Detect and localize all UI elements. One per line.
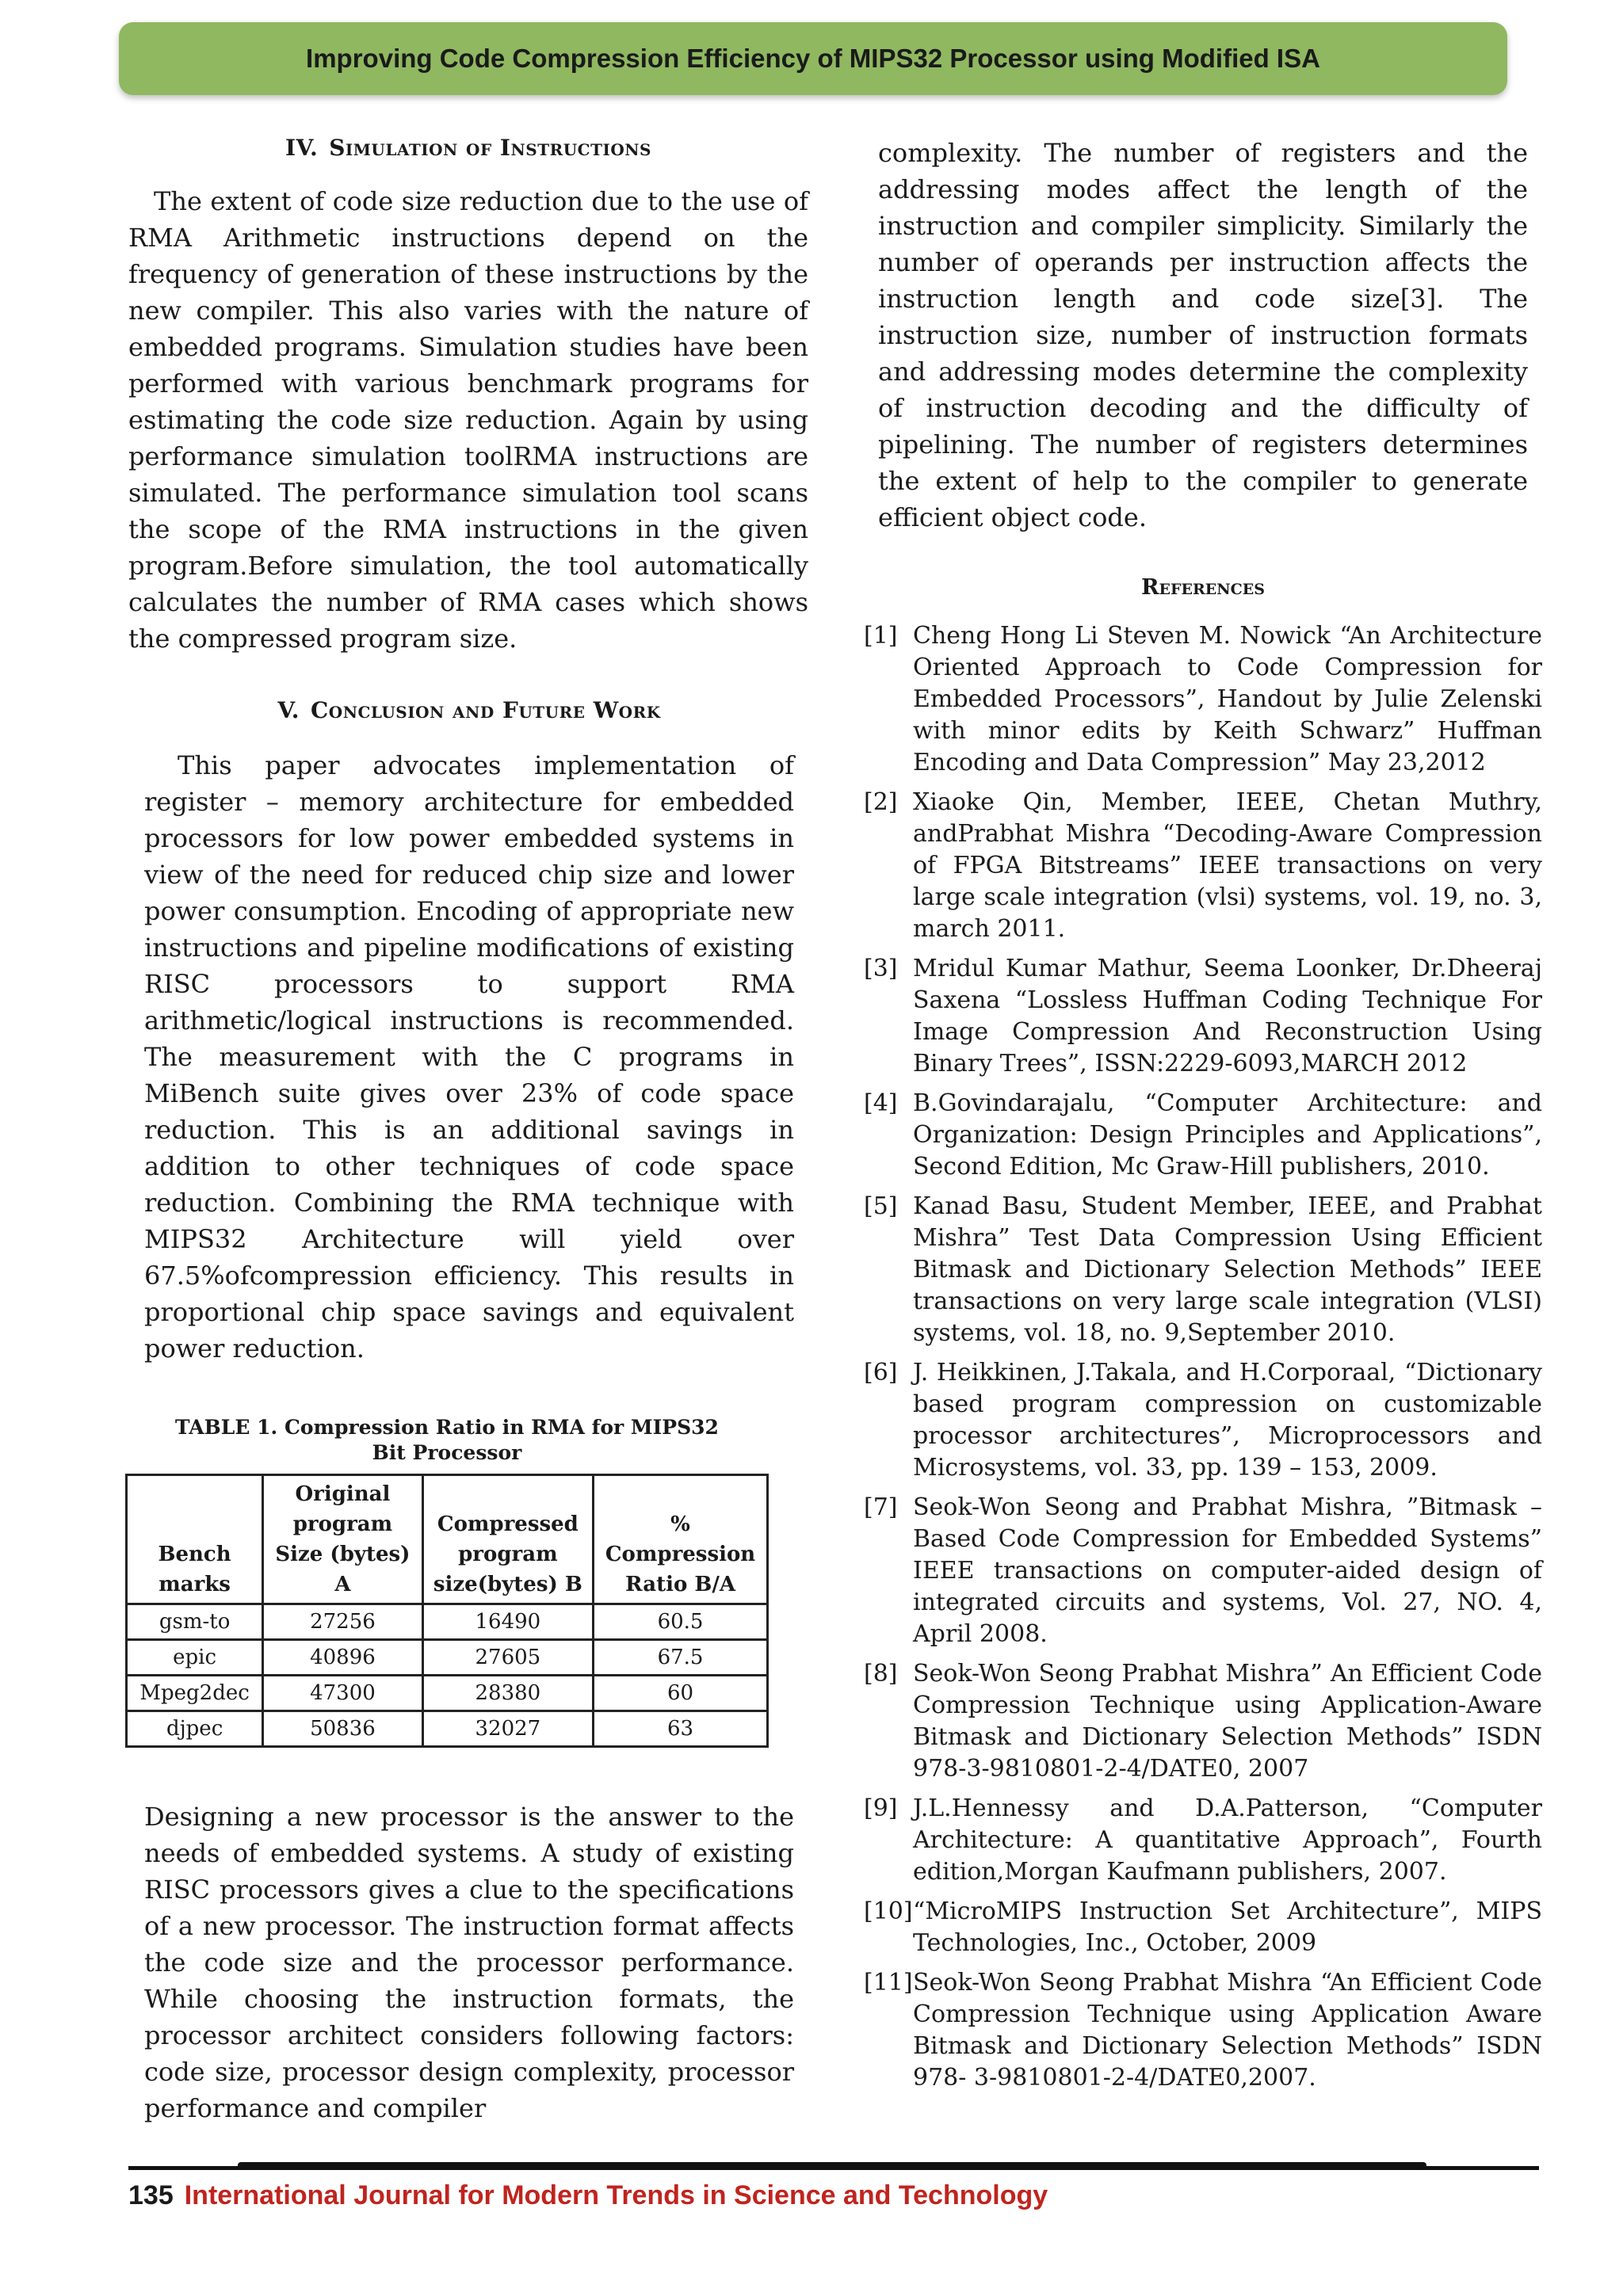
reference-item (864, 1088, 1542, 1183)
reference-number: [1] (864, 622, 898, 650)
table-row (127, 1604, 768, 1640)
reference-text: Kanad Basu, Student Member, IEEE, and Prabhat Mishra” Test Data Compression Using Efficient Bitmask and Dictionary Selection Methods” IEEE transactions on very large scale integration (VLSI) systems, vol. 18, no. 9,September 2010. (913, 1192, 1542, 1347)
table-row (127, 1711, 768, 1747)
section-title: Conclusion and Future Work (310, 697, 661, 723)
reference-text: Xiaoke Qin, Member, IEEE, Chetan Muthry, andPrabhat Mishra “Decoding-Aware Compression of FPGA Bitstreams” IEEE transactions on very large scale integration (vlsi) systems, vol. 19, no. 3, march 2011. (913, 788, 1542, 943)
header-original-size: Original program Size (bytes) A (263, 1475, 422, 1604)
cell-compressed: 27605 (422, 1640, 593, 1676)
table-row (127, 1676, 768, 1711)
processor-design-paragraph: Designing a new processor is the answer to the needs of embedded systems. A study of existing RISC processors gives a clue to the specifications of a new processor. The instruction format affects the code size and the processor performance. While choosing the instruction formats, the processor architect considers following factors: code size, processor design complexity, processor performance and compiler (144, 1802, 794, 2123)
footer-rule-accent (238, 2162, 1426, 2169)
reference-number: [7] (864, 1493, 898, 1521)
journal-name: International Journal for Modern Trends in Science and Technology (184, 2180, 1048, 2210)
section-number: IV. (285, 135, 319, 161)
page-number: 135 (128, 2180, 174, 2210)
cell-original: 40896 (263, 1640, 422, 1676)
reference-item (864, 1191, 1542, 1349)
reference-text: Mridul Kumar Mathur, Seema Loonker, Dr.Dheeraj Saxena “Lossless Huffman Coding Technique For Image Compression And Reconstruction Using Binary Trees”, ISSN:2229-6093,MARCH 2012 (913, 955, 1542, 1077)
section-conclusion (144, 697, 794, 1367)
header-benchmarks: Bench marks (127, 1475, 263, 1604)
section-simulation (128, 135, 808, 657)
reference-item (864, 620, 1542, 779)
cell-original: 50836 (263, 1711, 422, 1747)
reference-item (864, 787, 1542, 945)
cell-ratio: 67.5 (594, 1640, 768, 1676)
reference-item (864, 1357, 1542, 1484)
conclusion-paragraph: This paper advocates implementation of register – memory architecture for embedded processors for low power embedded systems in view of the need for reduced chip size and lower power consumption. Encoding of appropriate new instructions and pipeline modifications of existing RISC processors to support RMA arithmetic/logical instructions is recommended. The measurement with the C programs in MiBench suite gives over 23% of code space reduction. This is an additional savings in addition to other techniques of code space reduction. Combining the RMA technique with MIPS32 Architecture will yield over 67.5%ofcompression efficiency. This results in proportional chip space savings and equivalent power reduction. (144, 750, 794, 1363)
table-caption-line2: Bit Processor (372, 1441, 522, 1464)
reference-text: J. Heikkinen, J.Takala, and H.Corporaal, “Dictionary based program compression on customizable processor architectures”, Microprocessors and Microsystems, vol. 33, pp. 139 – 153, 2009. (913, 1359, 1542, 1482)
section-number: V. (277, 697, 300, 723)
section-heading-conclusion (144, 697, 794, 723)
processor-design-block (144, 1798, 794, 2126)
simulation-paragraph: The extent of code size reduction due to the use of RMA Arithmetic instructions depend on the frequency of generation of these instructions by the new compiler. This also varies with the nature of embedded programs. Simulation studies have been performed with various benchmark programs for estimating the code size reduction. Again by using performance simulation toolRMA instructions are simulated. The performance simulation tool scans the scope of the RMA instructions in the given program.Before simulation, the tool automatically calculates the number of RMA cases which shows the compressed program size. (128, 186, 808, 654)
cell-bench: Mpeg2dec (127, 1676, 263, 1711)
cell-ratio: 60.5 (594, 1604, 768, 1640)
compression-ratio-table (125, 1474, 769, 1748)
reference-text: Seok-Won Seong Prabhat Mishra” An Efficient Code Compression Technique using Application-Aware Bitmask and Dictionary Selection Methods” ISDN 978-3-9810801-2-4/DATE0, 2007 (913, 1660, 1542, 1783)
reference-number: [3] (864, 955, 898, 982)
compression-table-block (125, 1415, 769, 1748)
reference-text: J.L.Hennessy and D.A.Patterson, “Computer Architecture: A quantitative Approach”, Fourth edition,Morgan Kaufmann publishers, 2007. (913, 1794, 1542, 1886)
reference-text: B.Govindarajalu, “Computer Architecture: and Organization: Design Principles and Applications”, Second Edition, Mc Graw-Hill publishers, 2010. (913, 1089, 1542, 1180)
cell-compressed: 16490 (422, 1604, 593, 1640)
section-heading-simulation (128, 135, 808, 161)
paper-title: Improving Code Compression Efficiency of MIPS32 Processor using Modified ISA (306, 44, 1320, 73)
reference-number: [2] (864, 788, 898, 816)
cell-ratio: 60 (594, 1676, 768, 1711)
reference-number: [9] (864, 1794, 898, 1822)
reference-text: Cheng Hong Li Steven M. Nowick “An Architecture Oriented Approach to Code Compression for Embedded Processors”, Handout by Julie Zelenski with minor edits by Keith Schwarz” Huffman Encoding and Data Compression” May 23,2012 (913, 622, 1542, 776)
table-row (127, 1640, 768, 1676)
header-compressed-size: Compressed program size(bytes) B (422, 1475, 593, 1604)
references-section (864, 575, 1542, 2102)
reference-item (864, 1896, 1542, 1959)
header-compression-ratio: % Compression Ratio B/A (594, 1475, 768, 1604)
reference-number: [11] (864, 1969, 913, 1997)
cell-bench: epic (127, 1640, 263, 1676)
reference-number: [8] (864, 1660, 898, 1688)
reference-item (864, 1793, 1542, 1888)
cell-compressed: 28380 (422, 1676, 593, 1711)
reference-text: Seok-Won Seong and Prabhat Mishra, ”Bitmask –Based Code Compression for Embedded Systems” IEEE transactions on computer-aided design of integrated circuits and systems, Vol. 27, NO. 4, April 2008. (913, 1493, 1542, 1648)
reference-number: [4] (864, 1089, 898, 1117)
cell-bench: djpec (127, 1711, 263, 1747)
cell-original: 47300 (263, 1676, 422, 1711)
section-title: Simulation of Instructions (329, 135, 651, 161)
reference-item (864, 1492, 1542, 1650)
cell-original: 27256 (263, 1604, 422, 1640)
reference-text: “MicroMIPS Instruction Set Architecture”, MIPS Technologies, Inc., October, 2009 (913, 1897, 1542, 1957)
reference-item (864, 1967, 1542, 2094)
journal-banner (119, 22, 1507, 95)
cell-compressed: 32027 (422, 1711, 593, 1747)
table-caption-line1: TABLE 1. Compression Ratio in RMA for MIPS32 (175, 1416, 719, 1439)
cell-ratio: 63 (594, 1711, 768, 1747)
reference-text: Seok-Won Seong Prabhat Mishra “An Efficient Code Compression Technique using Application Aware Bitmask and Dictionary Selection Methods” ISDN 978- 3-9810801-2-4/DATE0,2007. (913, 1969, 1542, 2092)
reference-number: [6] (864, 1359, 898, 1386)
complexity-paragraph: complexity. The number of registers and the addressing modes affect the length of the instruction and compiler simplicity. Similarly the number of operands per instruction affects the instruction length and code size[3]. The instruction size, number of instruction formats and addressing modes determine the complexity of instruction decoding and the difficulty of pipelining. The number of registers determines the extent of help to the compiler to generate efficient object code. (878, 138, 1528, 532)
reference-number: [10] (864, 1897, 913, 1925)
reference-item (864, 1658, 1542, 1785)
reference-item (864, 953, 1542, 1080)
reference-number: [5] (864, 1192, 898, 1220)
right-column (878, 135, 1528, 536)
page-footer (128, 2180, 1048, 2211)
cell-bench: gsm-to (127, 1604, 263, 1640)
references-heading: References (1141, 575, 1265, 600)
